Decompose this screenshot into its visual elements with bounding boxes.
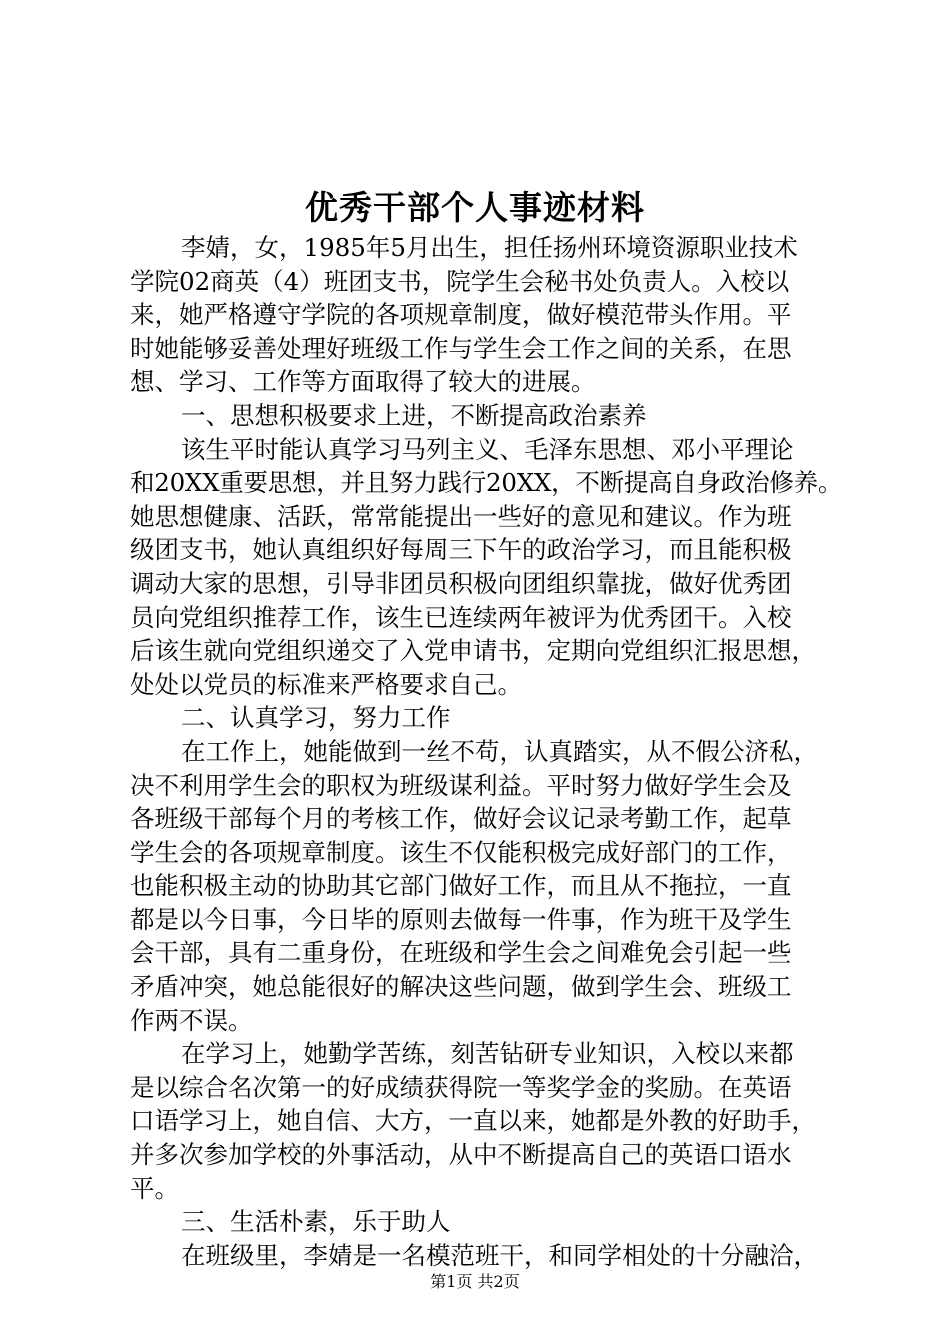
text-line: 矛盾冲突，她总能很好的解决这些问题，做到学生会、班级工: [130, 972, 792, 1002]
text-line: 三、生活朴素，乐于助人: [181, 1207, 451, 1237]
document-body: [130, 231, 845, 1272]
text-line: 会干部，具有二重身份，在班级和学生会之间难免会引起一些: [130, 938, 792, 968]
text-line: 都是以今日事，今日毕的原则去做每一件事，作为班干及学生: [130, 904, 792, 934]
text-line: 想、学习、工作等方面取得了较大的进展。: [130, 367, 596, 397]
text-line: 她思想健康、活跃，常常能提出一些好的意见和建议。作为班: [130, 501, 792, 531]
document-title: 优秀干部个人事迹材料: [305, 188, 645, 227]
text-line: 后该生就向党组织递交了入党申请书，定期向党组织汇报思想，: [130, 636, 816, 666]
text-line: 和20XX重要思想，并且努力践行20XX，不断提高自身政治修养。: [130, 468, 843, 498]
text-line: 员向党组织推荐工作，该生已连续两年被评为优秀团干。入校: [130, 602, 792, 632]
text-line: 时她能够妥善处理好班级工作与学生会工作之间的关系，在思: [130, 333, 792, 363]
text-line: 李婧，女，1985年5月出生，担任扬州环境资源职业技术: [181, 233, 798, 262]
text-line: 在班级里，李婧是一名模范班干，和同学相处的十分融洽，: [181, 1240, 818, 1270]
page-footer: 第1页 共2页: [430, 1272, 520, 1291]
text-line: 口语学习上，她自信、大方，一直以来，她都是外教的好助手，: [130, 1106, 816, 1136]
text-line: 也能积极主动的协助其它部门做好工作，而且从不拖拉，一直: [130, 871, 792, 901]
text-line: 在工作上，她能做到一丝不苟，认真踏实，从不假公济私，: [181, 736, 818, 766]
text-line: 学院02商英（4）班团支书，院学生会秘书处负责人。入校以: [130, 266, 790, 296]
text-line: 并多次参加学校的外事活动，从中不断提高自己的英语口语水: [130, 1140, 792, 1170]
text-line: 调动大家的思想，引导非团员积极向团组织靠拢，做好优秀团: [130, 568, 792, 598]
text-line: 该生平时能认真学习马列主义、毛泽东思想、邓小平理论: [181, 434, 794, 464]
text-line: 一、思想积极要求上进，不断提高政治素养: [181, 400, 647, 430]
text-line: 来，她严格遵守学院的各项规章制度，做好模范带头作用。平: [130, 300, 792, 330]
text-line: 平。: [130, 1173, 179, 1203]
text-line: 是以综合名次第一的好成绩获得院一等奖学金的奖励。在英语: [130, 1072, 792, 1102]
text-line: 级团支书，她认真组织好每周三下午的政治学习，而且能积极: [130, 535, 792, 565]
text-line: 处处以党员的标准来严格要求自己。: [130, 669, 522, 699]
text-line: 在学习上，她勤学苦练，刻苦钻研专业知识，入校以来都: [181, 1039, 794, 1069]
text-line: 学生会的各项规章制度。该生不仅能积极完成好部门的工作，: [130, 837, 792, 867]
text-line: 二、认真学习，努力工作: [181, 703, 451, 733]
text-line: 各班级干部每个月的考核工作，做好会议记录考勤工作，起草: [130, 804, 792, 834]
text-line: 决不利用学生会的职权为班级谋利益。平时努力做好学生会及: [130, 770, 792, 800]
text-line: 作两不误。: [130, 1005, 253, 1035]
